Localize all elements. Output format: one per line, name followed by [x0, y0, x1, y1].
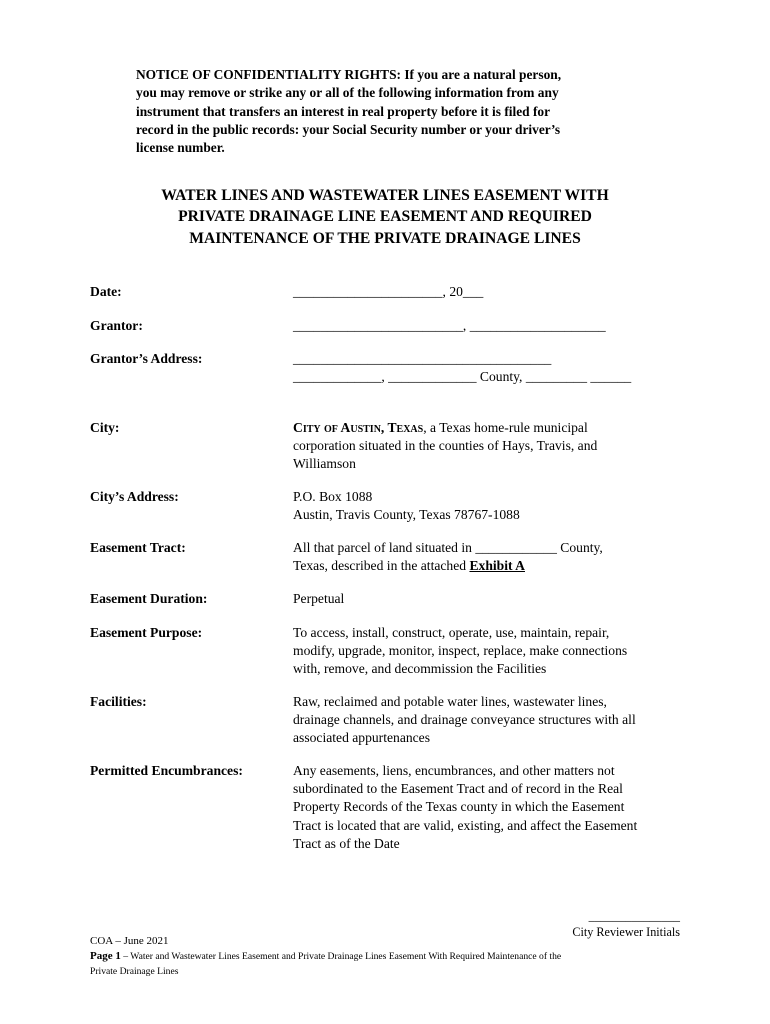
- facilities-line: Raw, reclaimed and potable water lines, wastewater lines,: [293, 694, 607, 709]
- permitted-encumbrances-line: Tract is located that are valid, existing, and affect the Easement: [293, 817, 638, 833]
- easement-tract-label: Easement Tract:: [90, 540, 186, 555]
- city-address-line1: P.O. Box 1088: [293, 489, 373, 504]
- facilities-line: drainage channels, and drainage conveyance structures with all: [293, 712, 636, 728]
- permitted-encumbrances-label: Permitted Encumbrances:: [90, 763, 243, 778]
- facilities-line: associated appurtenances: [293, 730, 431, 746]
- easement-purpose-line: modify, upgrade, monitor, inspect, replace, make connections: [293, 643, 628, 659]
- document-title: [90, 185, 680, 249]
- title-line: WATER LINES AND WASTEWATER LINES EASEMENT WITH: [161, 187, 609, 204]
- easement-duration-label: Easement Duration:: [90, 591, 208, 606]
- facilities-label: Facilities:: [90, 694, 147, 709]
- city-line1-rest: , a Texas home-rule municipal: [423, 420, 588, 435]
- footer-coa: COA – June 2021: [90, 935, 169, 947]
- notice-line: license number.: [136, 140, 225, 156]
- footer-description-line2: Private Drainage Lines: [90, 966, 179, 977]
- city-line2: corporation situated in the counties of Hays, Travis, and: [293, 438, 598, 454]
- easement-purpose-value: [293, 624, 683, 679]
- easement-tract-line2: [293, 557, 683, 575]
- permitted-encumbrances-value: [293, 762, 683, 853]
- notice-line: instrument that transfers an interest in real property before it is filed for: [136, 103, 551, 119]
- easement-purpose-line: To access, install, construct, operate, use, maintain, repair,: [293, 625, 610, 640]
- date-value: [293, 283, 683, 301]
- footer-description-line1: – Water and Wastewater Lines Easement and Private Drainage Lines Easement With Required Maintenance of the: [120, 951, 562, 962]
- city-value: [293, 419, 683, 474]
- easement-duration-text: Perpetual: [293, 591, 345, 606]
- title-line: MAINTENANCE OF THE PRIVATE DRAINAGE LINES: [189, 229, 581, 247]
- grantor-address-label: Grantor’s Address:: [90, 351, 203, 366]
- permitted-encumbrances-line: Property Records of the Texas county in which the Easement: [293, 799, 625, 815]
- grantor-label: Grantor:: [90, 318, 143, 333]
- facilities-value: [293, 693, 683, 748]
- initials-label: City Reviewer Initials: [572, 925, 680, 939]
- permitted-encumbrances-line: Tract as of the Date: [293, 835, 400, 851]
- grantor-blank: _________________________, ____________________: [293, 318, 606, 333]
- grantor-address-line2: _____________, _____________ County, _________ ______: [293, 369, 632, 385]
- grantor-address-value: [293, 350, 683, 386]
- city-address-value: [293, 488, 683, 524]
- confidentiality-notice: [136, 66, 636, 157]
- easement-tract-line1: All that parcel of land situated in ____________ County,: [293, 540, 603, 555]
- grantor-value: [293, 317, 683, 335]
- notice-line: NOTICE OF CONFIDENTIALITY RIGHTS: If you are a natural person,: [136, 67, 562, 82]
- initials-line: _______________: [588, 909, 680, 923]
- easement-purpose-line: with, remove, and decommission the Facilities: [293, 661, 547, 677]
- easement-tract-value: [293, 539, 683, 575]
- easement-purpose-label: Easement Purpose:: [90, 625, 203, 640]
- city-label: City:: [90, 420, 120, 435]
- city-address-line2: Austin, Travis County, Texas 78767-1088: [293, 507, 520, 523]
- permitted-encumbrances-line: subordinated to the Easement Tract and of record in the Real: [293, 781, 623, 797]
- notice-line: you may remove or strike any or all of the following information from any: [136, 85, 559, 101]
- notice-line: record in the public records: your Social Security number or your driver’s: [136, 121, 561, 137]
- city-name: City of Austin, Texas: [293, 420, 424, 435]
- date-blank: ______________________, 20___: [293, 284, 484, 299]
- city-line1: [293, 419, 683, 437]
- permitted-encumbrances-line: Any easements, liens, encumbrances, and other matters not: [293, 763, 615, 778]
- footer-page-label: Page 1: [90, 950, 121, 962]
- footer-page-line: [90, 949, 690, 964]
- city-line3: Williamson: [293, 456, 356, 472]
- grantor-address-line1: ______________________________________: [293, 351, 552, 366]
- easement-tract-line2-prefix: Texas, described in the attached: [293, 558, 470, 574]
- date-label: Date:: [90, 284, 122, 299]
- easement-duration-value: [293, 590, 683, 608]
- title-line: PRIVATE DRAINAGE LINE EASEMENT AND REQUIRED: [178, 208, 592, 226]
- exhibit-a-reference: Exhibit A: [469, 558, 525, 574]
- city-address-label: City’s Address:: [90, 489, 179, 504]
- page-footer: [90, 934, 690, 979]
